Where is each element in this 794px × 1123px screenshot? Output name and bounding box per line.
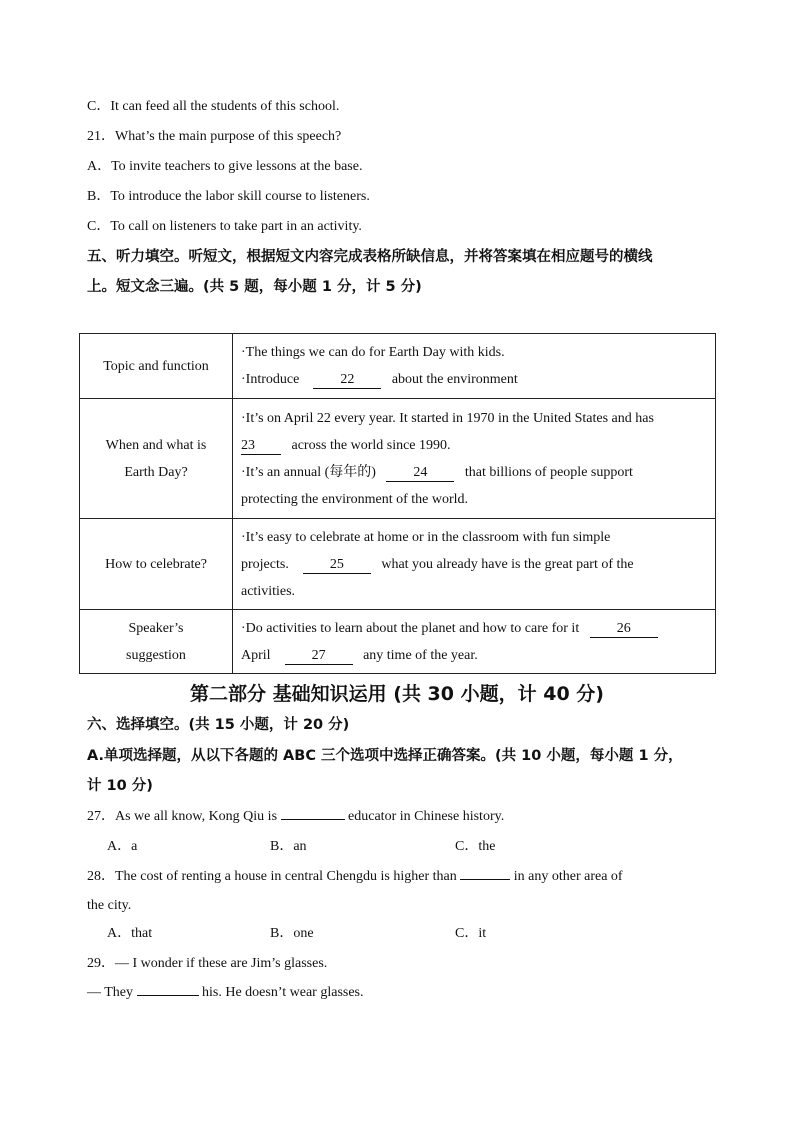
info-text: projects. 25 what you already have is the great part of the bbox=[241, 556, 634, 572]
answer-blank-24[interactable]: 24 bbox=[386, 465, 454, 482]
option-c-line: C．It can feed all the students of this school. bbox=[87, 99, 340, 114]
answer-blank[interactable] bbox=[460, 879, 510, 880]
option-b[interactable]: B．an bbox=[270, 839, 307, 854]
listening-table bbox=[79, 333, 716, 674]
option-b-line: B．To introduce the labor skill course to listeners. bbox=[87, 189, 370, 204]
answer-blank[interactable] bbox=[281, 819, 345, 820]
table-row bbox=[80, 399, 716, 519]
answer-blank-27[interactable]: 27 bbox=[285, 648, 353, 665]
answer-blank-23[interactable]: 23 bbox=[241, 438, 281, 455]
topic-cell: How to celebrate? bbox=[80, 519, 233, 610]
question-29: 29．— I wonder if these are Jim’s glasses. bbox=[87, 956, 328, 971]
question-28: 28．The cost of renting a house in central Chengdu is higher than in any other area of bbox=[87, 869, 623, 884]
info-cell bbox=[233, 399, 716, 519]
info-text: protecting the environment of the world. bbox=[241, 491, 469, 507]
option-a[interactable]: A．a bbox=[107, 839, 138, 854]
info-text: ·The things we can do for Earth Day with kids. bbox=[241, 345, 505, 360]
question-21: 21．What’s the main purpose of this speech? bbox=[87, 129, 342, 144]
topic-cell: Speaker’s suggestion bbox=[80, 610, 233, 674]
info-cell bbox=[233, 334, 716, 399]
option-b[interactable]: B．one bbox=[270, 926, 314, 941]
answer-blank-22[interactable]: 22 bbox=[313, 372, 381, 389]
section-5-title-line1: 五、听力填空。听短文，根据短文内容完成表格所缺信息，并将答案填在相应题号的横线 bbox=[87, 249, 653, 265]
table-row bbox=[80, 519, 716, 610]
answer-blank-26[interactable]: 26 bbox=[590, 621, 658, 638]
info-text: April 27 any time of the year. bbox=[241, 647, 478, 663]
question-28-continued: the city. bbox=[87, 898, 132, 913]
answer-blank-25[interactable]: 25 bbox=[303, 557, 371, 574]
topic-cell: Topic and function bbox=[80, 334, 233, 399]
table-row bbox=[80, 610, 716, 674]
info-text: activities. bbox=[241, 583, 296, 599]
info-text: ·It’s on April 22 every year. It started in 1970 in the United States and has bbox=[241, 410, 654, 426]
option-c[interactable]: C．it bbox=[455, 926, 487, 941]
section-6a-title-line2: 计 10 分) bbox=[87, 778, 153, 794]
answer-blank[interactable] bbox=[137, 995, 199, 996]
info-text: 23 across the world since 1990. bbox=[241, 437, 451, 453]
question-29-reply: — They his. He doesn’t wear glasses. bbox=[87, 985, 364, 1000]
option-c-line-2: C．To call on listeners to take part in an activity. bbox=[87, 219, 362, 234]
option-a[interactable]: A．that bbox=[107, 926, 153, 941]
option-c[interactable]: C．the bbox=[455, 839, 496, 854]
info-cell bbox=[233, 610, 716, 674]
topic-cell: When and what is Earth Day? bbox=[80, 399, 233, 519]
part-2-heading: 第二部分 基础知识运用 (共 30 小题，计 40 分) bbox=[190, 683, 604, 705]
section-6-title: 六、选择填空。(共 15 小题，计 20 分) bbox=[87, 717, 350, 733]
table-row bbox=[80, 334, 716, 399]
info-text: ·It’s easy to celebrate at home or in the classroom with fun simple bbox=[241, 529, 611, 545]
info-text: ·Do activities to learn about the planet and how to care for it 26 bbox=[241, 615, 707, 642]
question-27: 27．As we all know, Kong Qiu is educator in Chinese history. bbox=[87, 809, 505, 824]
info-text: ·Introduce 22 about the environment bbox=[241, 372, 518, 387]
section-6a-title-line1: A.单项选择题，从以下各题的 ABC 三个选项中选择正确答案。(共 10 小题，每小题 1 分， bbox=[87, 748, 683, 764]
info-text: ·It’s an annual (每年的) 24 that billions of people support bbox=[241, 464, 633, 480]
option-a-line: A．To invite teachers to give lessons at the base. bbox=[87, 159, 363, 174]
info-cell bbox=[233, 519, 716, 610]
section-5-title-line2: 上。短文念三遍。(共 5 题，每小题 1 分，计 5 分) bbox=[87, 279, 422, 295]
